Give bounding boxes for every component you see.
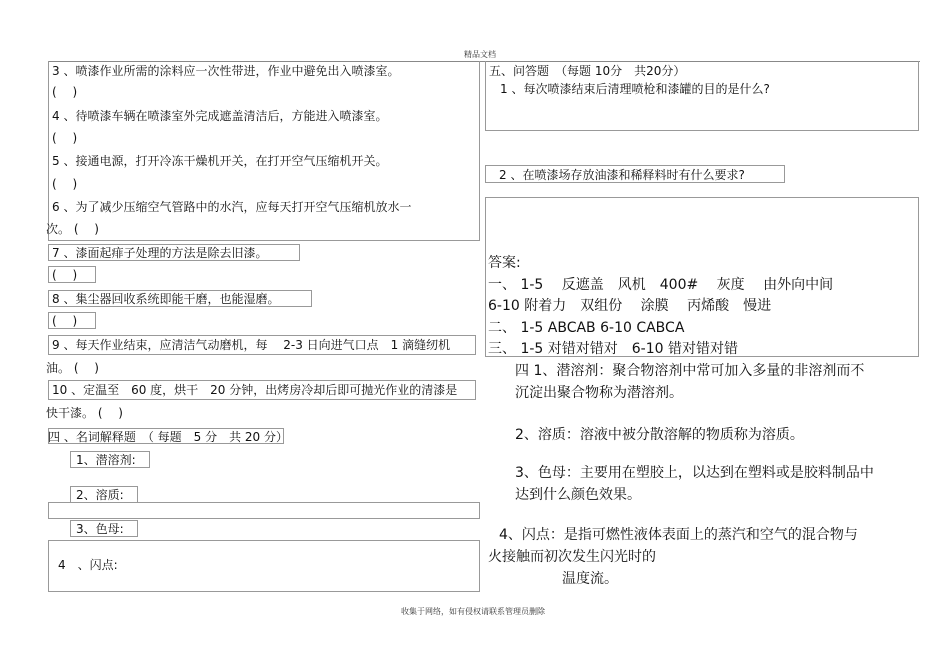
section-4-title: 四 、名词解释题 （ 每题 5 分 共 20 分）	[48, 430, 288, 444]
answers-part-1-line-2: 6-10 附着力 双组份 涂膜 丙烯酸 慢进	[488, 298, 772, 314]
term-4-label: 4 、闪点:	[58, 558, 118, 572]
question-6-line-2: 次。 ( )	[46, 222, 99, 236]
question-10-line-2: 快干漆。 ( )	[46, 406, 123, 420]
question-8-answer-blank: ( )	[52, 314, 78, 328]
section-5-title: 五、问答题 （每题 10分 共20分）	[489, 64, 686, 78]
definition-4-line-3: 温度流。	[562, 571, 618, 587]
definition-4-line-1: 4、闪点：是指可燃性液体表面上的蒸汽和空气的混合物与	[499, 527, 858, 543]
question-9-line-1: 9 、每天作业结束，应清洁气动磨机，每 2-3 日向进气口点 1 滴缝纫机	[52, 338, 451, 352]
question-5-answer-blank: ( )	[52, 177, 78, 191]
definition-1-line-1: 四 1、潜溶剂：聚合物溶剂中常可加入多量的非溶剂而不	[515, 363, 865, 379]
question-3: 3 、喷漆作业所需的涂料应一次性带进，作业中避免出入喷漆室。	[52, 64, 400, 78]
definition-3-line-1: 3、色母：主要用在塑胶上，以达到在塑料或是胶料制品中	[515, 465, 874, 481]
question-6-line-1: 6 、为了减少压缩空气管路中的水汽，应每天打开空气压缩机放水一	[52, 200, 412, 214]
question-4: 4 、待喷漆车辆在喷漆室外完成遮盖清洁后，方能进入喷漆室。	[52, 109, 388, 123]
essay-question-2: 2 、在喷漆场存放油漆和稀释料时有什么要求?	[499, 168, 745, 182]
question-4-answer-blank: ( )	[52, 131, 78, 145]
definition-4-line-2: 火接触而初次发生闪光时的	[488, 549, 656, 565]
answers-part-2: 二、 1-5 ABCAB 6-10 CABCA	[488, 320, 685, 336]
definition-3-line-2: 达到什么颜色效果。	[515, 487, 641, 503]
question-7: 7 、漆面起痱子处理的方法是除去旧漆。	[52, 246, 268, 260]
question-5: 5 、接通电源，打开冷冻干燥机开关，在打开空气压缩机开关。	[52, 154, 388, 168]
term-1-label: 1、潜溶剂:	[76, 453, 136, 467]
question-9-line-2: 油。 ( )	[46, 361, 99, 375]
question-10-line-1: 10 、定温至 60 度，烘干 20 分钟，出烤房冷却后即可抛光作业的清漆是	[52, 383, 458, 397]
question-8: 8 、集尘器回收系统即能干磨，也能湿磨。	[52, 292, 280, 306]
definition-2: 2、溶质：溶液中被分散溶解的物质称为溶质。	[515, 427, 804, 443]
page-header: 精品文档	[464, 50, 496, 59]
essay-question-1: 1 、每次喷漆结束后清理喷枪和漆罐的目的是什么?	[500, 82, 770, 96]
term-2-label: 2、溶质:	[76, 488, 124, 502]
answers-part-1-line-1: 一、 1-5 反遮盖 风机 400# 灰度 由外向中间	[488, 277, 834, 293]
question-3-answer-blank: ( )	[52, 85, 78, 99]
term-3-label: 3、色母:	[76, 522, 124, 536]
answers-title: 答案:	[488, 255, 521, 271]
question-7-answer-blank: ( )	[52, 268, 78, 282]
answers-part-3: 三、 1-5 对错对错对 6-10 错对错对错	[488, 341, 738, 357]
term2-answer-frame	[48, 502, 480, 519]
definition-1-line-2: 沉淀出聚合物称为潜溶剂。	[515, 385, 683, 401]
page-footer: 收集于网络，如有侵权请联系管理员删除	[401, 607, 545, 616]
